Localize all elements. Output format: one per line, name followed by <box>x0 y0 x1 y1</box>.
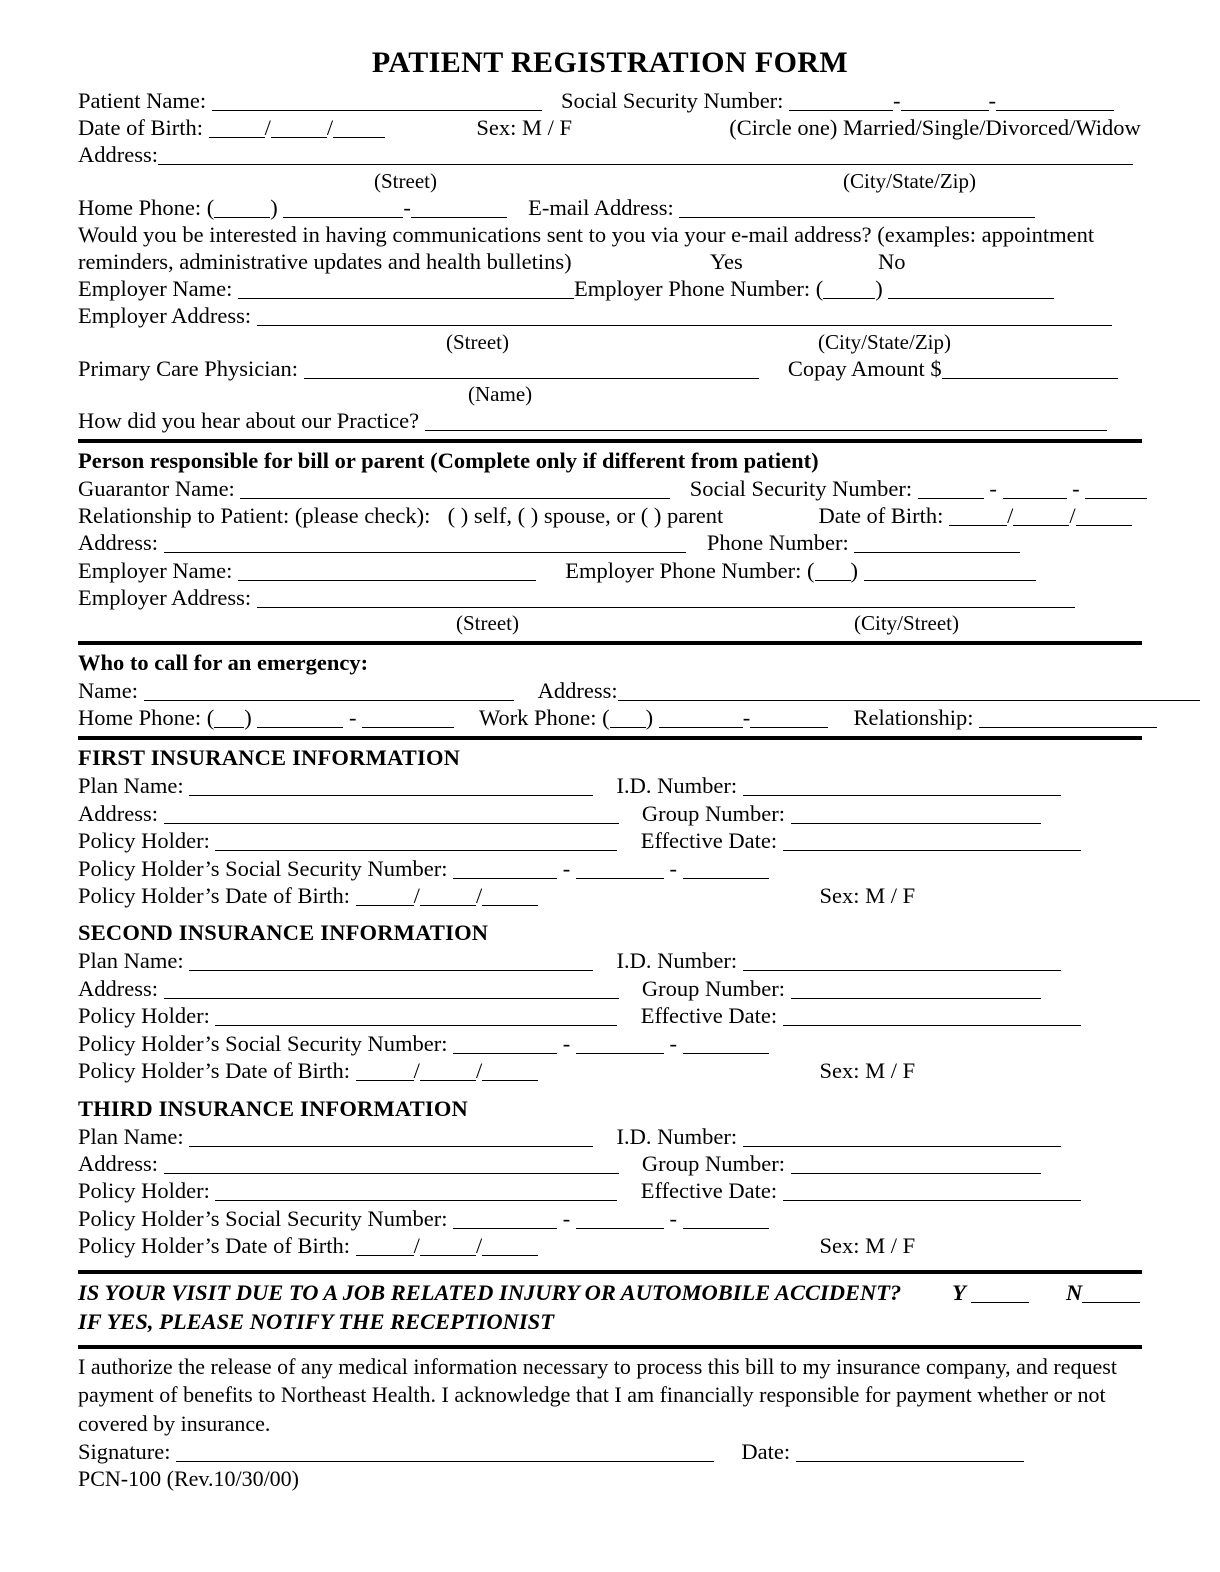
plan-name-input[interactable] <box>189 775 593 796</box>
guarantor-section <box>78 447 1142 636</box>
form-code: PCN-100 (Rev.10/30/00) <box>78 1466 300 1492</box>
insurance-address-row <box>78 975 1142 1002</box>
insurance-address-label: Address: <box>78 800 158 826</box>
insurance-address-input[interactable] <box>164 803 619 824</box>
job-injury-no-label: N <box>1065 1279 1083 1305</box>
signature-input[interactable] <box>176 1441 714 1462</box>
insurance-policy-holder-row <box>78 827 1142 854</box>
caption-city-street: (City/Street) <box>854 611 959 636</box>
policy-holder-label: Policy Holder: <box>78 1003 210 1029</box>
holder-dob-day[interactable] <box>420 1235 476 1256</box>
patient-sex-label[interactable]: Sex: M / F <box>476 115 573 141</box>
effective-date-input[interactable] <box>783 830 1081 851</box>
id-number-input[interactable] <box>743 1126 1061 1147</box>
patient-dob-row: Date of Birth: / / Sex: M / F (Circle one) Married/Single/Divorced/Widow <box>78 115 1141 141</box>
page-title: PATIENT REGISTRATION FORM <box>371 46 849 79</box>
patient-employer-phone-label: Employer Phone Number: <box>573 276 811 302</box>
holder-ssn-part2[interactable] <box>576 1033 664 1054</box>
patient-address-input[interactable] <box>158 144 1133 165</box>
guarantor-relationship-label: Relationship to Patient: (please check): <box>78 503 431 529</box>
guarantor-phone-input[interactable] <box>854 532 1020 553</box>
id-number-label: I.D. Number: <box>616 773 738 799</box>
policy-holder-label: Policy Holder: <box>78 1178 210 1204</box>
insurance-holder-dob-row: Policy Holder’s Date of Birth: / / Sex: M / F <box>78 883 916 909</box>
section-divider <box>78 1270 1142 1274</box>
guarantor-employer-captions <box>78 611 1142 636</box>
holder-ssn-part2[interactable] <box>576 858 664 879</box>
guarantor-ssn-part3[interactable] <box>1085 478 1147 499</box>
group-number-input[interactable] <box>791 978 1041 999</box>
id-number-label: I.D. Number: <box>616 1123 738 1149</box>
patient-name-input[interactable] <box>212 90 542 111</box>
policy-holder-input[interactable] <box>215 1180 617 1201</box>
copay-label: Copay Amount $ <box>787 355 942 381</box>
marital-status-options[interactable]: Married/Single/Divorced/Widow <box>843 115 1141 141</box>
holder-dob-label: Policy Holder’s Date of Birth: <box>78 883 351 909</box>
marital-status-prefix: (Circle one) <box>729 115 838 141</box>
holder-dob-label: Policy Holder’s Date of Birth: <box>78 1058 351 1084</box>
patient-ssn-part2[interactable] <box>901 90 989 111</box>
guarantor-relationship-row: Relationship to Patient: (please check): ( ) self, ( ) spouse, or ( ) parent Date of Birth: / / <box>78 502 1142 529</box>
guarantor-name-input[interactable] <box>240 478 670 499</box>
insurance-holder-ssn-row: Policy Holder’s Social Security Number: - - <box>78 1030 1142 1057</box>
insurance-plan-row <box>78 1123 1142 1150</box>
patient-home-phone-label: Home Phone: <box>78 194 202 220</box>
pcp-input[interactable] <box>304 358 759 379</box>
patient-home-phone-row: Home Phone: ( ) - E-mail Address: <box>78 194 1142 221</box>
plan-name-label: Plan Name: <box>78 773 184 799</box>
signature-date-label: Date: <box>741 1439 791 1465</box>
guarantor-ssn-label: Social Security Number: <box>689 476 913 502</box>
guarantor-address-input[interactable] <box>164 532 686 553</box>
patient-employer-name-row: Employer Name: Employer Phone Number: ( ) <box>78 275 1142 302</box>
guarantor-employer-address-input[interactable] <box>257 587 1075 608</box>
caption-city-state-zip: (City/State/Zip) <box>818 329 951 354</box>
effective-date-label: Effective Date: <box>640 1003 778 1029</box>
patient-employer-name-label: Employer Name: <box>78 276 233 302</box>
employer-address-captions <box>78 330 1142 355</box>
holder-dob-day[interactable] <box>420 885 476 906</box>
holder-dob-month[interactable] <box>356 1060 414 1081</box>
patient-name-row: Patient Name: Social Security Number: - - <box>78 87 1142 114</box>
job-injury-no-input[interactable] <box>1082 1282 1140 1303</box>
emergency-work-phone-label: Work Phone: <box>478 705 597 731</box>
email-consent-yes[interactable]: Yes <box>710 249 743 275</box>
authorization-text: I authorize the release of any medical information necessary to process this bill to my insurance company, and request payment of benefits to Northeast Health. I acknowledge that I am financially responsible for payment whether or not covered by insurance. <box>78 1353 1117 1436</box>
emergency-work-phone-area[interactable] <box>610 707 646 728</box>
holder-ssn-label: Policy Holder’s Social Security Number: <box>78 855 448 881</box>
caption-street: (Street) <box>374 168 437 193</box>
guarantor-dob-month[interactable] <box>949 505 1007 526</box>
guarantor-heading: Person responsible for bill or parent (Complete only if different from patient) <box>78 448 819 474</box>
emergency-name-input[interactable] <box>144 680 514 701</box>
emergency-name-label: Name: <box>78 678 138 704</box>
id-number-label: I.D. Number: <box>616 948 738 974</box>
emergency-phones-row: Home Phone: ( ) - Work Phone: ( ) - Relationship: <box>78 704 1142 731</box>
holder-dob-year[interactable] <box>482 1235 538 1256</box>
insurance-address-label: Address: <box>78 1150 158 1176</box>
second-insurance-section <box>78 919 1142 1084</box>
job-injury-yes-input[interactable] <box>971 1282 1029 1303</box>
id-number-input[interactable] <box>743 775 1061 796</box>
insurance-address-label: Address: <box>78 975 158 1001</box>
holder-sex-label[interactable]: Sex: M / F <box>819 883 916 909</box>
patient-employer-phone-area[interactable] <box>823 278 875 299</box>
insurance-holder-dob-row: Policy Holder’s Date of Birth: / / Sex: M / F <box>78 1233 916 1259</box>
group-number-label: Group Number: <box>641 975 785 1001</box>
patient-employer-name-input[interactable] <box>238 278 574 299</box>
referral-label: How did you hear about our Practice? <box>78 407 420 433</box>
guarantor-dob-year[interactable] <box>1076 505 1132 526</box>
authorization-section <box>78 1353 1142 1494</box>
caption-street: (Street) <box>456 611 519 636</box>
effective-date-input[interactable] <box>783 1180 1081 1201</box>
patient-employer-address-label: Employer Address: <box>78 303 252 329</box>
holder-sex-label[interactable]: Sex: M / F <box>819 1058 916 1084</box>
patient-section <box>78 87 1142 434</box>
guarantor-employer-phone-label: Employer Phone Number: <box>565 557 802 583</box>
holder-ssn-part3[interactable] <box>683 1208 769 1229</box>
insurance-holder-ssn-row: Policy Holder’s Social Security Number: - - <box>78 855 1142 882</box>
insurance-heading: SECOND INSURANCE INFORMATION <box>78 920 489 946</box>
insurance-address-row <box>78 1150 1142 1177</box>
patient-ssn-part3[interactable] <box>996 90 1114 111</box>
guarantor-employer-phone-input[interactable] <box>864 560 1036 581</box>
patient-dob-label: Date of Birth: <box>78 115 203 141</box>
holder-ssn-part1[interactable] <box>453 858 557 879</box>
relationship-option-self[interactable]: ( ) self, <box>447 503 513 529</box>
guarantor-employer-address-row <box>78 584 1142 611</box>
holder-ssn-part2[interactable] <box>576 1208 664 1229</box>
holder-dob-year[interactable] <box>482 885 538 906</box>
guarantor-dob-day[interactable] <box>1013 505 1069 526</box>
section-divider <box>78 736 1142 740</box>
guarantor-employer-name-row: Employer Name: Employer Phone Number: ( ) <box>78 557 1142 584</box>
patient-employer-phone-input[interactable] <box>888 278 1054 299</box>
referral-row <box>78 407 1142 434</box>
guarantor-address-row <box>78 529 1142 556</box>
job-injury-yes-label: Y <box>952 1279 966 1305</box>
insurance-plan-row <box>78 772 1142 799</box>
group-number-input[interactable] <box>791 1153 1041 1174</box>
emergency-home-phone-prefix[interactable] <box>257 707 343 728</box>
patient-name-label: Patient Name: <box>78 88 207 113</box>
guarantor-address-label: Address: <box>78 530 158 556</box>
caption-city-state-zip: (City/State/Zip) <box>843 168 976 193</box>
job-injury-section <box>78 1278 1142 1336</box>
emergency-relationship-label: Relationship: <box>853 705 974 731</box>
effective-date-input[interactable] <box>783 1005 1081 1026</box>
group-number-label: Group Number: <box>641 1150 785 1176</box>
patient-email-input[interactable] <box>679 197 1035 218</box>
patient-employer-address-input[interactable] <box>257 305 1112 326</box>
holder-dob-year[interactable] <box>482 1060 538 1081</box>
holder-dob-label: Policy Holder’s Date of Birth: <box>78 1233 351 1259</box>
patient-ssn-part1[interactable] <box>789 90 893 111</box>
patient-phone-prefix[interactable] <box>283 197 403 218</box>
relationship-option-parent[interactable]: ( ) parent <box>640 503 724 529</box>
patient-address-row <box>78 141 1142 168</box>
signature-label: Signature: <box>78 1439 171 1465</box>
emergency-work-phone-prefix[interactable] <box>659 707 743 728</box>
guarantor-ssn-part2[interactable] <box>1003 478 1067 499</box>
policy-holder-input[interactable] <box>215 830 617 851</box>
emergency-name-row <box>78 677 1142 704</box>
holder-ssn-label: Policy Holder’s Social Security Number: <box>78 1205 448 1231</box>
job-injury-question: IS YOUR VISIT DUE TO A JOB RELATED INJURY OR AUTOMOBILE ACCIDENT? <box>78 1279 902 1305</box>
group-number-label: Group Number: <box>641 800 785 826</box>
copay-input[interactable] <box>942 358 1118 379</box>
patient-phone-line[interactable] <box>411 197 507 218</box>
section-divider <box>78 439 1142 443</box>
pcp-label: Primary Care Physician: <box>78 355 298 381</box>
insurance-policy-holder-row <box>78 1177 1142 1204</box>
plan-name-label: Plan Name: <box>78 948 184 974</box>
emergency-home-phone-line[interactable] <box>362 707 454 728</box>
patient-email-label: E-mail Address: <box>528 194 674 220</box>
patient-dob-month[interactable] <box>209 117 265 138</box>
guarantor-employer-name-label: Employer Name: <box>78 557 233 583</box>
patient-ssn-label: Social Security Number: <box>560 88 784 113</box>
guarantor-name-row: Guarantor Name: Social Security Number: - - <box>78 475 1142 502</box>
section-divider <box>78 1345 1142 1349</box>
patient-employer-address-row <box>78 302 1142 329</box>
job-injury-instruction: IF YES, PLEASE NOTIFY THE RECEPTIONIST <box>78 1308 554 1334</box>
guarantor-name-label: Guarantor Name: <box>78 476 235 502</box>
emergency-heading: Who to call for an emergency: <box>78 650 369 676</box>
emergency-home-phone-area[interactable] <box>214 707 244 728</box>
guarantor-phone-label: Phone Number: <box>706 530 849 556</box>
group-number-input[interactable] <box>791 803 1041 824</box>
insurance-holder-ssn-row: Policy Holder’s Social Security Number: - - <box>78 1205 1142 1232</box>
emergency-contact-section <box>78 649 1142 731</box>
effective-date-label: Effective Date: <box>640 828 778 854</box>
section-divider <box>78 641 1142 645</box>
insurance-address-input[interactable] <box>164 1153 619 1174</box>
caption-street: (Street) <box>446 329 509 354</box>
guarantor-employer-phone-area[interactable] <box>815 560 851 581</box>
guarantor-dob-label: Date of Birth: <box>818 503 944 529</box>
job-injury-question-row <box>78 1278 1142 1307</box>
referral-input[interactable] <box>425 410 1107 431</box>
patient-dob-day[interactable] <box>271 117 327 138</box>
insurance-heading: FIRST INSURANCE INFORMATION <box>78 745 461 771</box>
insurance-address-input[interactable] <box>164 978 619 999</box>
guarantor-ssn-part1[interactable] <box>918 478 984 499</box>
guarantor-employer-address-label: Employer Address: <box>78 584 252 610</box>
holder-dob-day[interactable] <box>420 1060 476 1081</box>
patient-phone-area-code[interactable] <box>214 197 270 218</box>
holder-ssn-part3[interactable] <box>683 858 769 879</box>
policy-holder-input[interactable] <box>215 1005 617 1026</box>
holder-dob-month[interactable] <box>356 885 414 906</box>
patient-dob-year[interactable] <box>333 117 385 138</box>
insurance-policy-holder-row <box>78 1002 1142 1029</box>
signature-date-input[interactable] <box>796 1441 1024 1462</box>
holder-dob-month[interactable] <box>356 1235 414 1256</box>
email-consent-question-line1: Would you be interested in having communications sent to you via your e-mail address? (examples: appointment <box>78 221 1095 247</box>
holder-ssn-label: Policy Holder’s Social Security Number: <box>78 1030 448 1056</box>
emergency-address-input[interactable] <box>618 680 1200 701</box>
pcp-row <box>78 355 1142 382</box>
signature-row <box>78 1438 1142 1465</box>
emergency-home-phone-label: Home Phone: <box>78 705 202 731</box>
first-insurance-section <box>78 744 1142 909</box>
insurance-address-row <box>78 800 1142 827</box>
patient-address-captions <box>78 169 1142 194</box>
patient-address-label: Address: <box>78 142 158 168</box>
holder-ssn-part1[interactable] <box>453 1208 557 1229</box>
email-consent-no[interactable]: No <box>878 249 906 275</box>
caption-name: (Name) <box>468 381 533 406</box>
insurance-plan-row <box>78 947 1142 974</box>
emergency-relationship-input[interactable] <box>979 707 1157 728</box>
holder-ssn-part3[interactable] <box>683 1033 769 1054</box>
policy-holder-label: Policy Holder: <box>78 828 210 854</box>
insurance-heading: THIRD INSURANCE INFORMATION <box>78 1095 469 1121</box>
id-number-input[interactable] <box>743 950 1061 971</box>
plan-name-label: Plan Name: <box>78 1123 184 1149</box>
holder-sex-label[interactable]: Sex: M / F <box>819 1233 916 1259</box>
plan-name-input[interactable] <box>189 1126 593 1147</box>
plan-name-input[interactable] <box>189 950 593 971</box>
email-consent-question-line2 <box>78 248 1142 275</box>
effective-date-label: Effective Date: <box>640 1178 778 1204</box>
emergency-work-phone-line[interactable] <box>750 707 828 728</box>
relationship-option-spouse[interactable]: ( ) spouse, or <box>517 503 636 529</box>
guarantor-employer-name-input[interactable] <box>238 560 536 581</box>
pcp-caption-row <box>78 382 1142 407</box>
insurance-holder-dob-row: Policy Holder’s Date of Birth: / / Sex: M / F <box>78 1058 916 1084</box>
email-consent-question-tail: reminders, administrative updates and health bulletins) <box>78 249 572 275</box>
third-insurance-section <box>78 1095 1142 1260</box>
emergency-address-label: Address: <box>537 678 618 704</box>
holder-ssn-part1[interactable] <box>453 1033 557 1054</box>
